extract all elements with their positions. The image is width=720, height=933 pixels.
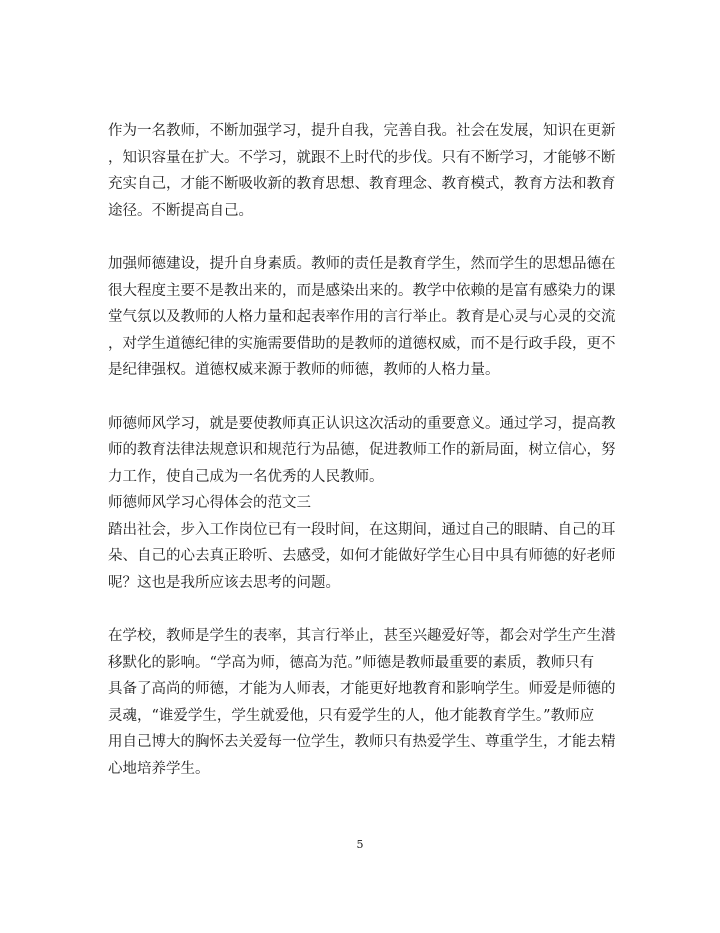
text-line: 灵魂，“谁爱学生，学生就爱他，只有爱学生的人，他才能教育学生。”教师应 [108,707,595,724]
text-line: 力工作，使自己成为一名优秀的人民教师。 [108,468,384,485]
paragraph [108,118,618,224]
text-line: 用自己博大的胸怀去关爱每一位学生，教师只有热爱学生、尊重学生，才能去精 [108,734,616,750]
paragraph-gap [108,224,618,251]
paragraph [108,411,618,597]
text-line: 加强师德建设，提升自身素质。教师的责任是教育学生，然而学生的思想品德在 [108,256,616,272]
paragraph-gap [108,384,618,411]
text-line: 具备了高尚的师德，才能为人师表，才能更好地教育和影响学生。师爱是师德的 [108,681,616,697]
text-line: 移默化的影响。“学高为师，德高为范。”师德是教师最重要的素质，教师只有 [108,654,595,671]
text-line: ，知识容量在扩大。不学习，就跟不上时代的步伐。只有不断学习，才能够不断 [108,149,616,166]
text-line: 是纪律强权。道德权威来源于教师的师德，教师的人格力量。 [108,362,500,378]
text-line: 心地培养学生。 [108,760,210,777]
document-body [108,118,618,782]
text-line: 充实自己，才能不断吸收新的教育思想、教育理念、教育模式，教育方法和教育 [108,176,616,192]
text-line: 师德师风学习，就是要使教师真正认识这次活动的重要意义。通过学习，提高教 [108,415,616,432]
text-line: 途径。不断提高自己。 [108,202,253,219]
text-line: 朵、自己的心去真正聆听、去感受，如何才能做好学生心目中具有师德的好老师 [108,548,616,564]
text-line: 堂气氛以及教师的人格力量和起表率作用的言行举止。教育是心灵与心灵的交流 [108,309,616,325]
text-line: 很大程度主要不是教出来的，而是感染出来的。教学中依赖的是富有感染力的课 [108,282,616,299]
paragraph-gap [108,596,618,623]
text-line: 在学校，教师是学生的表率，其言行举止，甚至兴趣爱好等，都会对学生产生潜 [108,628,616,644]
text-line: 踏出社会，步入工作岗位已有一段时间，在这期间，通过自己的眼睛、自己的耳 [108,521,616,538]
text-line: 作为一名教师，不断加强学习，提升自我，完善自我。社会在发展，知识在更新 [108,123,616,139]
text-line: ，对学生道德纪律的实施需要借助的是教师的道德权威，而不是行政手段，更不 [108,335,616,352]
paragraph [108,251,618,384]
text-line: 呢？这也是我所应该去思考的问题。 [108,574,340,591]
paragraph [108,623,618,782]
text-line: 师的教育法律法规意识和规范行为品德，促进教师工作的新局面，树立信心，努 [108,442,616,458]
section-heading: 师德师风学习心得体会的范文三 [108,495,311,511]
page-number: 5 [356,838,364,851]
